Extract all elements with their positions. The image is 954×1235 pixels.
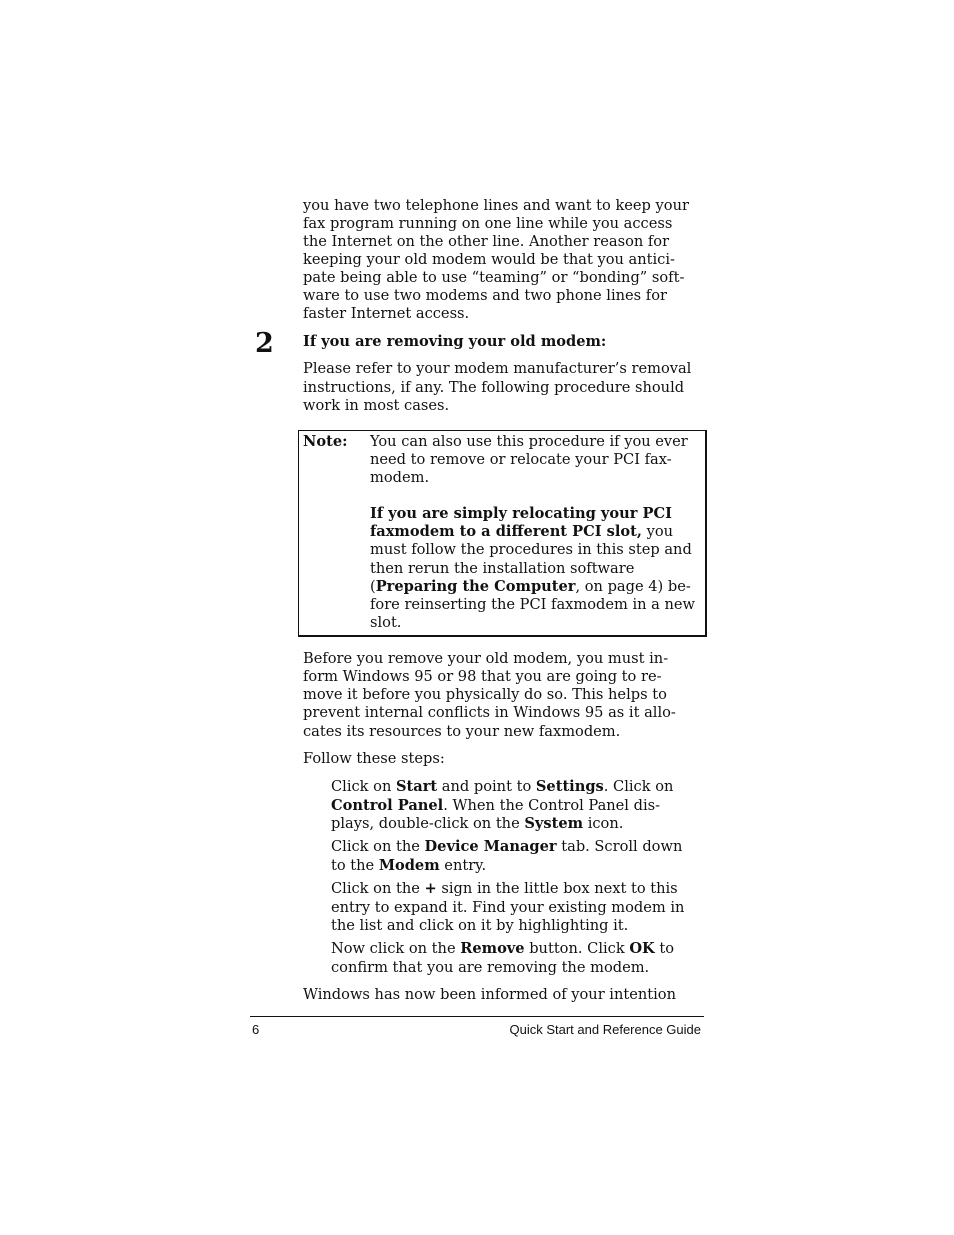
text-line: you have two telephone lines and want to keep your xyxy=(303,197,689,214)
text-line: form Windows 95 or 98 that you are going to re- xyxy=(303,668,662,685)
bold-text: OK xyxy=(629,940,655,957)
text-run: to xyxy=(654,940,675,957)
page-number: 6 xyxy=(252,1022,260,1037)
bold-text: Preparing the Computer xyxy=(375,578,576,595)
text-line: faster Internet access. xyxy=(303,305,470,322)
text-run: icon. xyxy=(583,815,624,832)
text-run: to the xyxy=(331,857,379,874)
footer-rule xyxy=(250,1016,704,1017)
text-line xyxy=(331,857,486,875)
text-line: fax program running on one line while you access xyxy=(303,215,673,232)
text-line: work in most cases. xyxy=(303,397,450,414)
text-line xyxy=(370,578,691,596)
text-line: slot. xyxy=(370,614,402,631)
text-line: prevent internal conflicts in Windows 95 as it allo- xyxy=(303,704,676,721)
text-line xyxy=(331,838,682,856)
text-line: then rerun the installation software xyxy=(370,560,635,577)
bold-text: Modem xyxy=(378,857,440,874)
text-line: move it before you physically do so. This helps to xyxy=(303,686,667,703)
bold-text: Control Panel xyxy=(331,797,444,814)
text-line: pate being able to use “teaming” or “bonding” soft- xyxy=(303,269,685,286)
text-line xyxy=(331,815,623,833)
text-line: ware to use two modems and two phone lines for xyxy=(303,287,667,304)
text-run: you xyxy=(641,523,674,540)
text-line: entry to expand it. Find your existing modem in xyxy=(331,899,685,916)
text-line: You can also use this procedure if you ever xyxy=(370,433,688,450)
text-line: cates its resources to your new faxmodem. xyxy=(303,723,621,740)
text-run: Click on xyxy=(331,778,396,795)
text-line: Please refer to your modem manufacturer’s removal xyxy=(303,360,692,377)
text-line: keeping your old modem would be that you antici- xyxy=(303,251,675,268)
text-line: the Internet on the other line. Another reason for xyxy=(303,233,670,250)
follow-steps-text: Follow these steps: xyxy=(303,750,445,767)
text-run: Now click on the xyxy=(331,940,461,957)
text-line: confirm that you are removing the modem. xyxy=(331,959,650,976)
bold-text: Settings xyxy=(535,778,604,795)
text-line: the list and click on it by highlighting it. xyxy=(331,917,629,934)
closing-text: Windows has now been informed of your intention xyxy=(303,986,676,1003)
text-run: and point to xyxy=(437,778,536,795)
text-line: fore reinserting the PCI faxmodem in a new xyxy=(370,596,696,613)
text-run: button. Click xyxy=(524,940,630,957)
text-line: modem. xyxy=(370,469,430,486)
text-line xyxy=(331,797,660,815)
bold-text: faxmodem to a different PCI slot, xyxy=(370,523,642,540)
text-line: instructions, if any. The following procedure should xyxy=(303,379,685,396)
text-run: tab. Scroll down xyxy=(556,838,683,855)
bold-text: If you are simply relocating your PCI xyxy=(370,505,672,522)
text-run: plays, double-click on the xyxy=(331,815,525,832)
bold-text: Start xyxy=(395,778,438,795)
text-run: Click on the xyxy=(331,880,425,897)
text-line: need to remove or relocate your PCI fax- xyxy=(370,451,672,468)
text-line xyxy=(331,778,673,796)
text-run: . Click on xyxy=(603,778,674,795)
footer-title: Quick Start and Reference Guide xyxy=(509,1022,701,1037)
bold-text: + xyxy=(424,880,437,897)
step-heading: If you are removing your old modem: xyxy=(303,333,607,350)
bold-text: System xyxy=(524,815,584,832)
text-run: entry. xyxy=(439,857,487,874)
text-line xyxy=(370,523,673,541)
note-label: Note: xyxy=(303,433,348,450)
bold-text: Device Manager xyxy=(424,838,557,855)
text-line xyxy=(370,505,672,523)
text-line: must follow the procedures in this step and xyxy=(370,541,692,558)
text-run: sign in the little box next to this xyxy=(436,880,678,897)
text-run: , on page 4) be- xyxy=(575,578,691,595)
text-run: ( xyxy=(370,578,376,595)
bold-text: Remove xyxy=(460,940,525,957)
step-number: 2 xyxy=(255,328,274,359)
text-line: Before you remove your old modem, you must in- xyxy=(303,650,669,667)
text-run: . When the Control Panel dis- xyxy=(443,797,661,814)
text-line xyxy=(331,880,678,898)
text-run: Click on the xyxy=(331,838,425,855)
text-line xyxy=(331,940,674,958)
